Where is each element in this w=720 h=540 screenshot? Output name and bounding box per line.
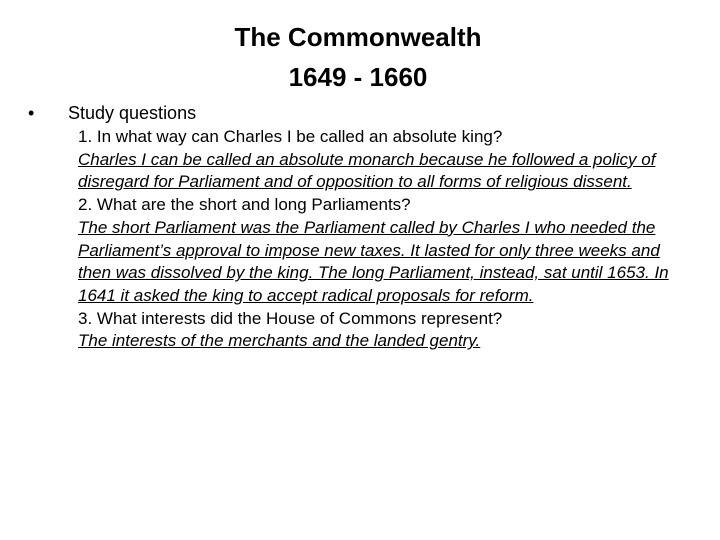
bullet-icon: • <box>28 103 35 123</box>
bullet-label: Study questions <box>68 103 197 123</box>
bullet-item <box>28 101 196 125</box>
study-questions-list <box>78 126 678 353</box>
answer-1: Charles I can be called an absolute monarch because he followed a policy of disregard for Parliament and of opposition to all forms of religious dissent. <box>78 149 656 192</box>
slide-subtitle-dates: 1649 - 1660 <box>288 62 428 92</box>
question-2: 2. What are the short and long Parliaments? <box>78 195 411 215</box>
answer-2: The short Parliament was the Parliament called by Charles I who needed the Parliament’s approval to impose new taxes. It lasted for only three weeks and then was dissolved by the king. The long Parliament, instead, sat until 1653. In 1641 it asked the king to accept radical proposals for reform. <box>78 217 669 305</box>
question-3: 3. What interests did the House of Commons represent? <box>78 308 503 328</box>
answer-3: The interests of the merchants and the landed gentry. <box>78 331 481 351</box>
question-1: 1. In what way can Charles I be called an absolute king? <box>78 127 503 146</box>
slide-title: The Commonwealth <box>234 22 482 52</box>
